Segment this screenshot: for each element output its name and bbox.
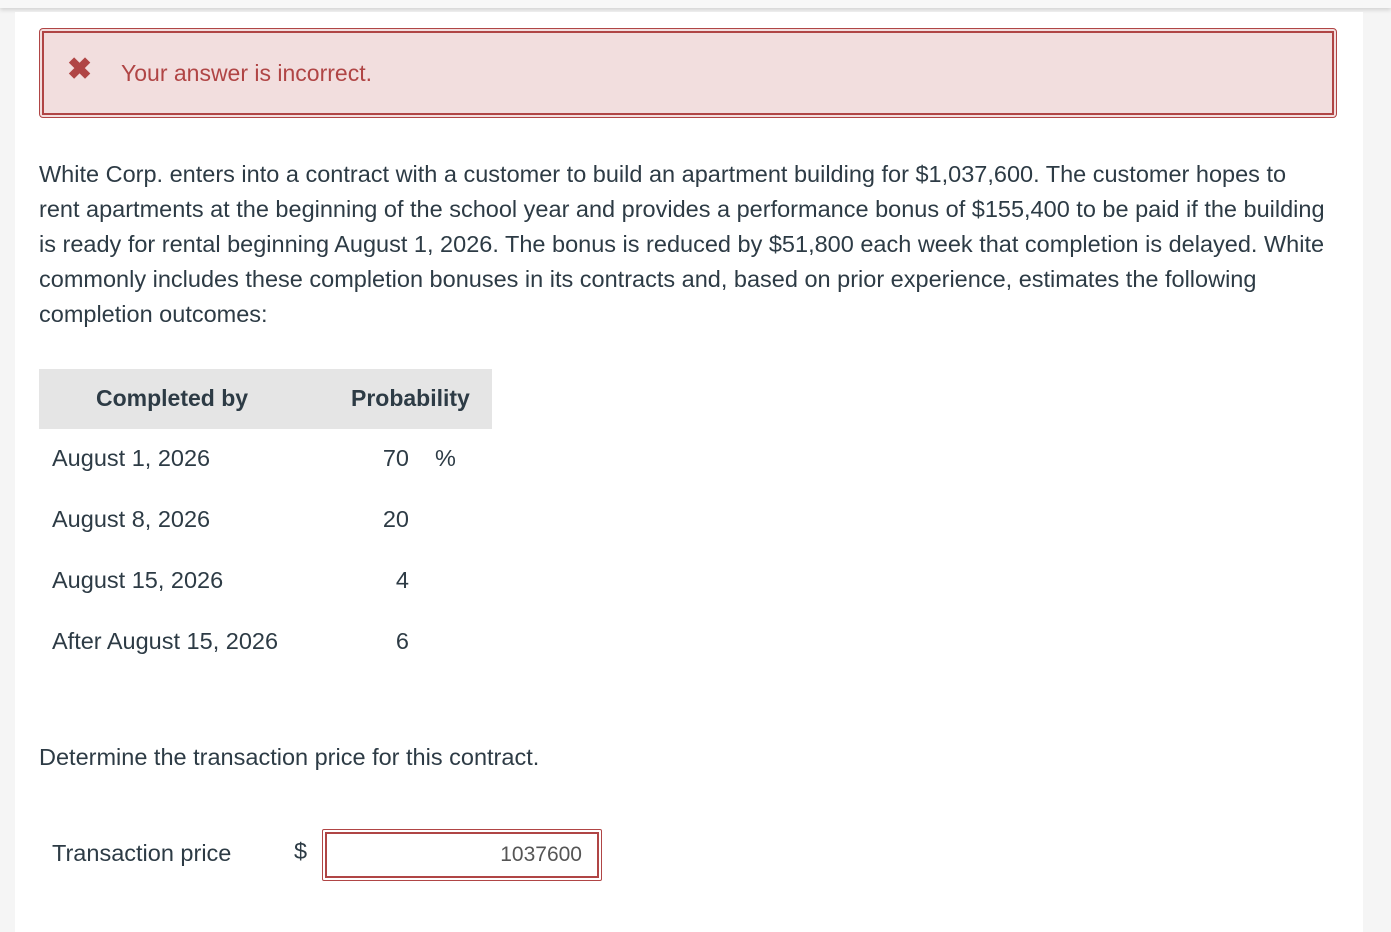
row-date: August 15, 2026 — [52, 567, 224, 593]
outcomes-table — [39, 369, 492, 673]
row-unit: % — [435, 445, 456, 471]
x-icon: ✖ — [67, 53, 93, 86]
row-date: After August 15, 2026 — [52, 628, 279, 654]
table-row — [39, 429, 492, 490]
row-probability: 6 — [395, 628, 409, 654]
transaction-price-label: Transaction price — [52, 840, 232, 866]
header-completed-by: Completed by — [96, 385, 249, 411]
problem-text: White Corp. enters into a contract with a customer to build an apartment building for $1,037,600. The customer hopes to rent apartments at the beginning of the school year and provides a performance bonus of $155,400 to be paid if the building is ready for rental beginning August 1, 2026. The bonus is reduced by $51,800 each week that completion is delayed. White commonly includes these completion bonuses in its contracts and, based on prior experience, estimates the following completion outcomes: — [39, 161, 1325, 327]
top-bar — [0, 0, 1391, 8]
alert-message: Your answer is incorrect. — [121, 60, 372, 86]
header-probability: Probability — [351, 385, 470, 411]
row-date: August 1, 2026 — [52, 445, 211, 471]
transaction-price-value[interactable]: 1037600 — [325, 832, 599, 878]
table-row — [39, 612, 492, 673]
question-card — [15, 12, 1363, 932]
question-text: Determine the transaction price for this contract. — [39, 744, 540, 770]
currency-symbol: $ — [294, 838, 308, 864]
incorrect-alert — [39, 28, 1337, 118]
transaction-price-input[interactable] — [322, 829, 602, 881]
row-date: August 8, 2026 — [52, 506, 211, 532]
row-probability: 20 — [382, 506, 409, 532]
table-row — [39, 551, 492, 612]
row-probability: 4 — [395, 567, 409, 593]
row-probability: 70 — [382, 445, 409, 471]
table-row — [39, 490, 492, 551]
table-header — [39, 369, 492, 429]
